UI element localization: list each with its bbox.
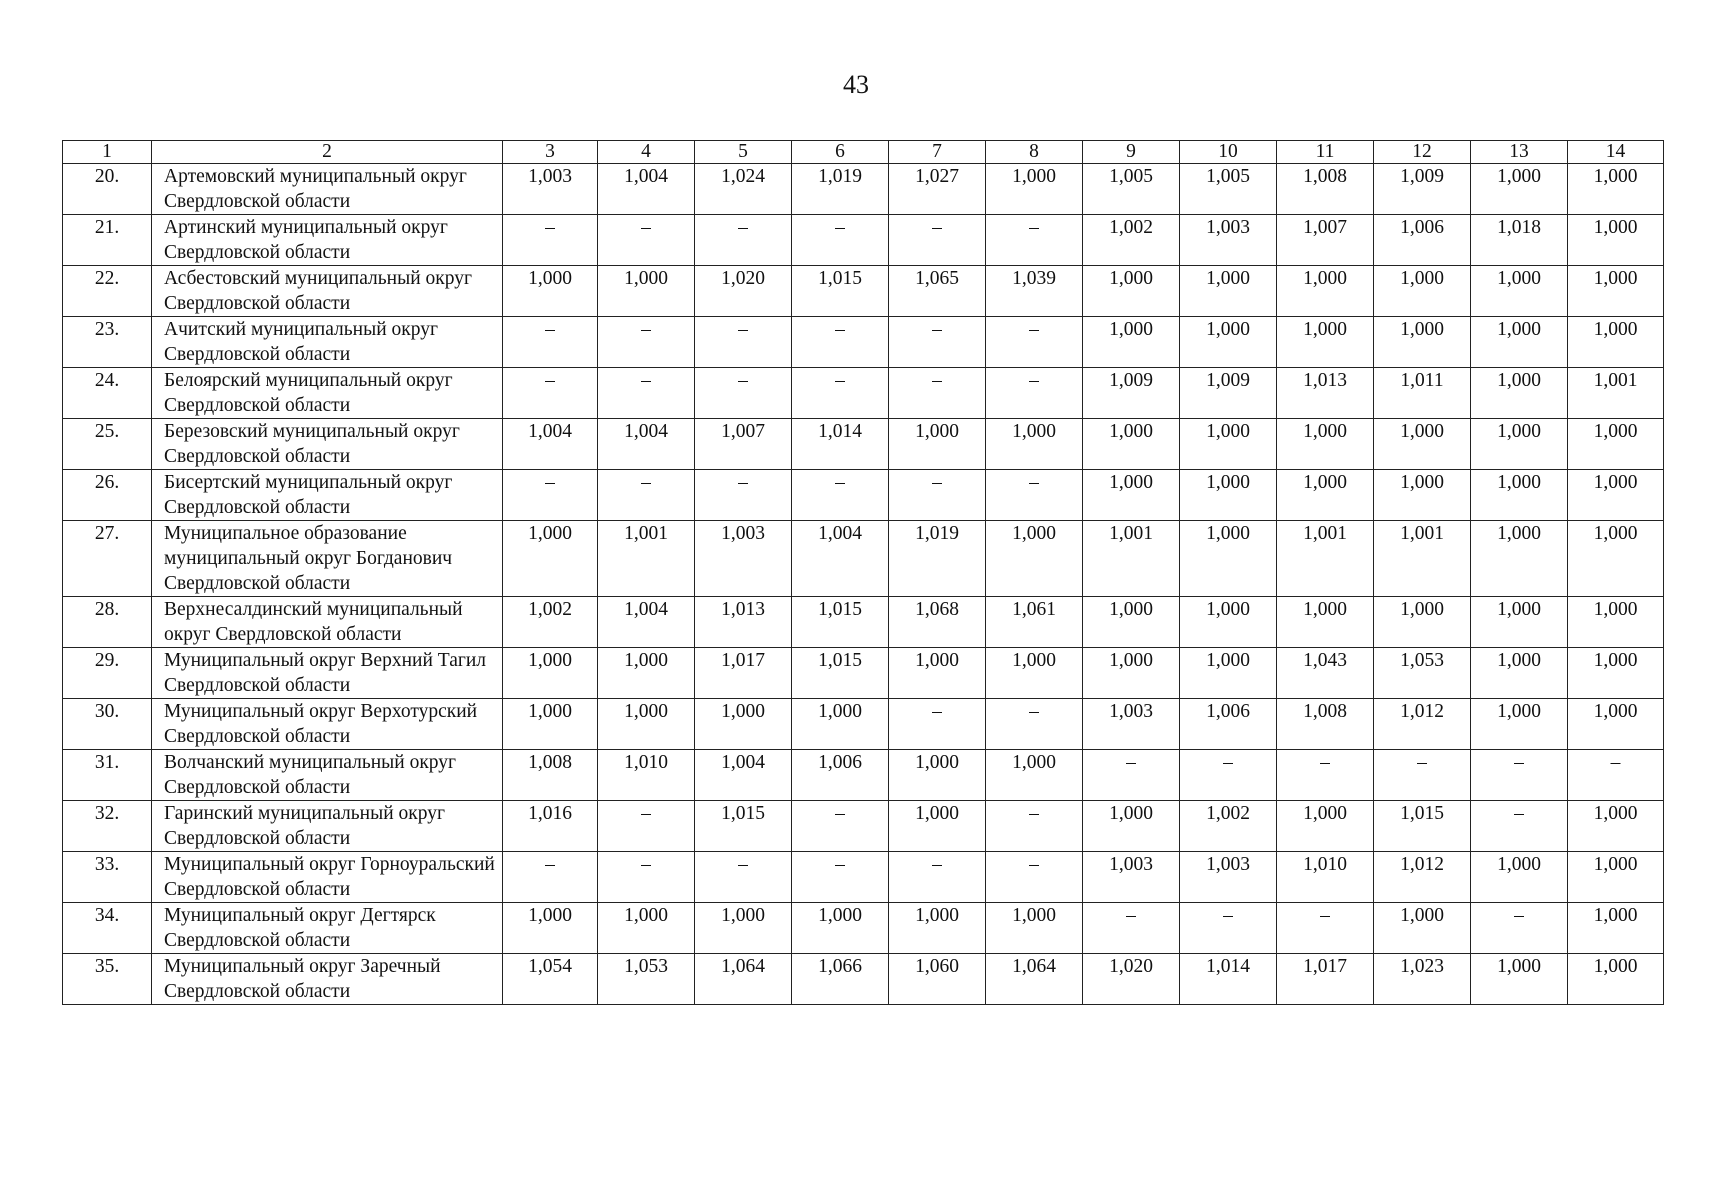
- coefficient-cell: –: [889, 699, 986, 750]
- coefficient-cell: 1,009: [1083, 368, 1180, 419]
- coefficient-cell: 1,068: [889, 597, 986, 648]
- coefficient-cell: –: [986, 852, 1083, 903]
- coefficient-cell: –: [792, 470, 889, 521]
- coefficient-cell: 1,003: [1083, 699, 1180, 750]
- coefficient-cell: 1,000: [1374, 470, 1471, 521]
- coefficient-cell: 1,000: [1568, 954, 1664, 1005]
- coefficient-cell: 1,061: [986, 597, 1083, 648]
- table-row: [63, 699, 1664, 750]
- coefficient-cell: 1,001: [1374, 521, 1471, 597]
- coefficient-cell: –: [695, 215, 792, 266]
- coefficient-cell: 1,000: [695, 699, 792, 750]
- coefficient-cell: 1,000: [986, 750, 1083, 801]
- coefficient-cell: 1,013: [1277, 368, 1374, 419]
- municipality-name: Березовский муниципальный округ Свердловской области: [152, 419, 503, 470]
- row-number: 26.: [63, 470, 152, 521]
- coefficient-cell: 1,000: [1568, 852, 1664, 903]
- coefficient-cell: 1,000: [1471, 648, 1568, 699]
- coefficient-cell: 1,000: [889, 419, 986, 470]
- coefficient-cell: 1,008: [1277, 699, 1374, 750]
- coefficient-cell: 1,000: [1568, 266, 1664, 317]
- coefficient-cell: 1,000: [1083, 597, 1180, 648]
- coefficient-cell: –: [695, 852, 792, 903]
- coefficient-cell: 1,006: [1374, 215, 1471, 266]
- coefficient-cell: 1,000: [1471, 521, 1568, 597]
- coefficient-cell: –: [598, 801, 695, 852]
- table-row: [63, 368, 1664, 419]
- coefficient-cell: –: [792, 317, 889, 368]
- coefficient-cell: 1,004: [598, 597, 695, 648]
- coefficient-cell: 1,004: [598, 164, 695, 215]
- coefficient-cell: –: [598, 852, 695, 903]
- coefficient-cell: 1,000: [1568, 648, 1664, 699]
- coefficient-cell: 1,000: [889, 903, 986, 954]
- row-number: 31.: [63, 750, 152, 801]
- municipality-name: Волчанский муниципальный округ Свердловской области: [152, 750, 503, 801]
- coefficient-cell: 1,000: [1568, 801, 1664, 852]
- coefficient-cell: 1,000: [986, 648, 1083, 699]
- coefficient-cell: –: [1374, 750, 1471, 801]
- coefficient-cell: –: [1471, 903, 1568, 954]
- table-row: [63, 597, 1664, 648]
- coefficient-cell: 1,000: [695, 903, 792, 954]
- coefficient-cell: 1,000: [1568, 215, 1664, 266]
- coefficient-cell: 1,000: [503, 266, 598, 317]
- row-number: 24.: [63, 368, 152, 419]
- coefficient-cell: 1,053: [1374, 648, 1471, 699]
- coefficient-cell: 1,014: [1180, 954, 1277, 1005]
- coefficient-cell: –: [1180, 903, 1277, 954]
- coefficient-cell: –: [695, 368, 792, 419]
- table-row: [63, 317, 1664, 368]
- row-number: 29.: [63, 648, 152, 699]
- coefficient-cell: 1,020: [1083, 954, 1180, 1005]
- coefficient-cell: 1,017: [695, 648, 792, 699]
- coefficient-cell: 1,000: [1568, 521, 1664, 597]
- column-header-10: 10: [1180, 141, 1277, 164]
- row-number: 25.: [63, 419, 152, 470]
- coefficient-cell: –: [986, 470, 1083, 521]
- coefficient-cell: 1,015: [792, 266, 889, 317]
- coefficient-cell: 1,000: [1568, 597, 1664, 648]
- coefficient-cell: –: [1180, 750, 1277, 801]
- coefficient-cell: –: [598, 317, 695, 368]
- coefficient-cell: 1,000: [1568, 699, 1664, 750]
- header-row: [63, 141, 1664, 164]
- coefficient-cell: 1,000: [986, 903, 1083, 954]
- coefficient-cell: 1,000: [1083, 317, 1180, 368]
- municipality-name: Муниципальный округ Горноуральский Свердловской области: [152, 852, 503, 903]
- coefficient-cell: 1,000: [1568, 470, 1664, 521]
- coefficient-cell: 1,000: [792, 903, 889, 954]
- coefficient-cell: 1,007: [1277, 215, 1374, 266]
- municipality-name: Ачитский муниципальный округ Свердловской области: [152, 317, 503, 368]
- row-number: 28.: [63, 597, 152, 648]
- coefficient-cell: 1,000: [889, 801, 986, 852]
- coefficient-cell: 1,005: [1083, 164, 1180, 215]
- coefficient-cell: 1,002: [1083, 215, 1180, 266]
- municipality-name: Асбестовский муниципальный округ Свердловской области: [152, 266, 503, 317]
- coefficient-cell: 1,000: [1471, 597, 1568, 648]
- coefficient-cell: 1,000: [503, 903, 598, 954]
- coefficient-cell: 1,000: [1277, 470, 1374, 521]
- coefficient-cell: 1,000: [1374, 266, 1471, 317]
- coefficient-cell: 1,000: [1277, 419, 1374, 470]
- coefficient-cell: –: [986, 699, 1083, 750]
- coefficient-cell: 1,008: [503, 750, 598, 801]
- coefficient-cell: 1,023: [1374, 954, 1471, 1005]
- coefficient-cell: 1,000: [1083, 419, 1180, 470]
- column-header-2: 2: [152, 141, 503, 164]
- table-row: [63, 801, 1664, 852]
- table-body: [63, 164, 1664, 1005]
- coefficient-cell: 1,006: [792, 750, 889, 801]
- coefficient-cell: 1,003: [695, 521, 792, 597]
- row-number: 23.: [63, 317, 152, 368]
- coefficient-cell: 1,000: [503, 699, 598, 750]
- coefficient-cell: 1,000: [1471, 470, 1568, 521]
- column-header-6: 6: [792, 141, 889, 164]
- coefficient-cell: 1,000: [598, 648, 695, 699]
- coefficient-cell: 1,019: [889, 521, 986, 597]
- coefficient-cell: –: [986, 368, 1083, 419]
- coefficient-cell: 1,019: [792, 164, 889, 215]
- coefficient-cell: 1,000: [1568, 419, 1664, 470]
- coefficient-cell: 1,003: [1083, 852, 1180, 903]
- municipality-name: Гаринский муниципальный округ Свердловской области: [152, 801, 503, 852]
- coefficient-cell: 1,018: [1471, 215, 1568, 266]
- coefficient-cell: –: [503, 215, 598, 266]
- coefficient-cell: –: [986, 317, 1083, 368]
- municipality-name: Муниципальный округ Верхотурский Свердловской области: [152, 699, 503, 750]
- coefficient-cell: 1,000: [986, 521, 1083, 597]
- coefficient-cell: 1,000: [1471, 368, 1568, 419]
- municipality-name: Артинский муниципальный округ Свердловской области: [152, 215, 503, 266]
- table-row: [63, 470, 1664, 521]
- coefficient-cell: 1,000: [1277, 597, 1374, 648]
- coefficient-cell: –: [1471, 801, 1568, 852]
- coefficient-cell: 1,003: [1180, 852, 1277, 903]
- coefficient-cell: –: [1471, 750, 1568, 801]
- coefficient-cell: 1,008: [1277, 164, 1374, 215]
- coefficient-cell: –: [1277, 750, 1374, 801]
- coefficient-cell: –: [889, 215, 986, 266]
- coefficient-cell: 1,015: [792, 597, 889, 648]
- coefficient-cell: 1,065: [889, 266, 986, 317]
- coefficient-cell: 1,016: [503, 801, 598, 852]
- coefficient-cell: 1,000: [1083, 470, 1180, 521]
- coefficient-cell: 1,000: [1180, 470, 1277, 521]
- coefficient-cell: 1,015: [695, 801, 792, 852]
- column-header-13: 13: [1471, 141, 1568, 164]
- coefficient-cell: –: [986, 215, 1083, 266]
- coefficient-cell: 1,017: [1277, 954, 1374, 1005]
- coefficient-cell: –: [889, 368, 986, 419]
- row-number: 35.: [63, 954, 152, 1005]
- table-row: [63, 521, 1664, 597]
- coefficient-cell: 1,000: [792, 699, 889, 750]
- coefficient-cell: 1,039: [986, 266, 1083, 317]
- municipality-name: Муниципальный округ Дегтярск Свердловской области: [152, 903, 503, 954]
- row-number: 27.: [63, 521, 152, 597]
- table-row: [63, 903, 1664, 954]
- coefficient-cell: 1,014: [792, 419, 889, 470]
- coefficient-cell: 1,000: [1568, 164, 1664, 215]
- coefficient-cell: 1,000: [1471, 699, 1568, 750]
- coefficient-cell: –: [695, 470, 792, 521]
- column-header-9: 9: [1083, 141, 1180, 164]
- coefficient-cell: 1,000: [1180, 419, 1277, 470]
- coefficient-cell: –: [598, 368, 695, 419]
- coefficient-cell: 1,000: [1180, 266, 1277, 317]
- coefficient-cell: 1,001: [1277, 521, 1374, 597]
- municipality-name: Верхнесалдинский муниципальный округ Свердловской области: [152, 597, 503, 648]
- coefficient-cell: 1,000: [1277, 801, 1374, 852]
- coefficient-cell: 1,011: [1374, 368, 1471, 419]
- coefficient-cell: 1,000: [1180, 597, 1277, 648]
- coefficient-cell: 1,066: [792, 954, 889, 1005]
- column-header-4: 4: [598, 141, 695, 164]
- coefficient-cell: 1,000: [1471, 419, 1568, 470]
- coefficient-cell: 1,000: [1277, 317, 1374, 368]
- coefficient-cell: 1,000: [598, 266, 695, 317]
- coefficient-cell: 1,004: [503, 419, 598, 470]
- coefficient-cell: –: [503, 470, 598, 521]
- coefficient-cell: –: [792, 368, 889, 419]
- coefficient-cell: 1,010: [1277, 852, 1374, 903]
- coefficient-cell: –: [503, 368, 598, 419]
- coefficient-cell: 1,000: [598, 699, 695, 750]
- coefficient-cell: 1,012: [1374, 699, 1471, 750]
- coefficient-cell: 1,012: [1374, 852, 1471, 903]
- row-number: 33.: [63, 852, 152, 903]
- coefficient-cell: –: [695, 317, 792, 368]
- coefficient-cell: 1,000: [1471, 266, 1568, 317]
- coefficient-cell: 1,000: [1471, 852, 1568, 903]
- coefficient-cell: 1,027: [889, 164, 986, 215]
- coefficient-cell: –: [986, 801, 1083, 852]
- column-header-14: 14: [1568, 141, 1664, 164]
- row-number: 30.: [63, 699, 152, 750]
- municipality-name: Артемовский муниципальный округ Свердловской области: [152, 164, 503, 215]
- coefficient-cell: 1,000: [503, 521, 598, 597]
- coefficient-cell: –: [598, 215, 695, 266]
- coefficient-cell: –: [1083, 750, 1180, 801]
- coefficient-cell: 1,000: [598, 903, 695, 954]
- coefficient-cell: –: [889, 470, 986, 521]
- column-header-11: 11: [1277, 141, 1374, 164]
- coefficient-cell: –: [792, 801, 889, 852]
- coefficient-cell: 1,064: [695, 954, 792, 1005]
- municipality-name: Бисертский муниципальный округ Свердловской области: [152, 470, 503, 521]
- coefficient-cell: 1,010: [598, 750, 695, 801]
- coefficient-cell: 1,000: [1471, 317, 1568, 368]
- coefficient-cell: 1,000: [1374, 597, 1471, 648]
- row-number: 22.: [63, 266, 152, 317]
- row-number: 21.: [63, 215, 152, 266]
- table-row: [63, 648, 1664, 699]
- column-header-12: 12: [1374, 141, 1471, 164]
- table-row: [63, 852, 1664, 903]
- coefficient-cell: 1,000: [1180, 317, 1277, 368]
- page-number: 43: [843, 70, 869, 99]
- table-row: [63, 164, 1664, 215]
- coefficient-cell: 1,001: [1083, 521, 1180, 597]
- coefficient-cell: 1,000: [1277, 266, 1374, 317]
- coefficient-cell: 1,053: [598, 954, 695, 1005]
- coefficient-cell: 1,000: [1568, 317, 1664, 368]
- table-row: [63, 266, 1664, 317]
- municipality-name: Муниципальное образование муниципальный округ Богданович Свердловской области: [152, 521, 503, 597]
- coefficient-cell: –: [792, 215, 889, 266]
- column-header-3: 3: [503, 141, 598, 164]
- column-header-5: 5: [695, 141, 792, 164]
- coefficient-cell: 1,000: [1083, 801, 1180, 852]
- coefficient-cell: 1,005: [1180, 164, 1277, 215]
- table-row: [63, 419, 1664, 470]
- municipality-name: Муниципальный округ Заречный Свердловской области: [152, 954, 503, 1005]
- coefficient-cell: 1,024: [695, 164, 792, 215]
- coefficient-cell: 1,004: [792, 521, 889, 597]
- coefficient-cell: 1,015: [1374, 801, 1471, 852]
- coefficient-cell: 1,004: [598, 419, 695, 470]
- coefficient-cell: 1,001: [598, 521, 695, 597]
- coefficient-cell: –: [598, 470, 695, 521]
- coefficient-cell: 1,000: [889, 750, 986, 801]
- municipality-name: Муниципальный округ Верхний Тагил Свердловской области: [152, 648, 503, 699]
- column-header-8: 8: [986, 141, 1083, 164]
- coefficients-table: [62, 140, 1664, 1005]
- coefficient-cell: 1,043: [1277, 648, 1374, 699]
- column-header-1: 1: [63, 141, 152, 164]
- column-header-7: 7: [889, 141, 986, 164]
- coefficient-cell: 1,004: [695, 750, 792, 801]
- coefficient-cell: 1,003: [1180, 215, 1277, 266]
- table-row: [63, 954, 1664, 1005]
- table-header: [63, 141, 1664, 164]
- coefficient-cell: 1,064: [986, 954, 1083, 1005]
- municipality-name: Белоярский муниципальный округ Свердловской области: [152, 368, 503, 419]
- row-number: 32.: [63, 801, 152, 852]
- coefficient-cell: 1,000: [986, 164, 1083, 215]
- coefficient-cell: 1,000: [1180, 648, 1277, 699]
- coefficient-cell: –: [1083, 903, 1180, 954]
- coefficient-cell: 1,000: [503, 648, 598, 699]
- coefficient-cell: 1,000: [986, 419, 1083, 470]
- coefficient-cell: 1,007: [695, 419, 792, 470]
- coefficient-cell: 1,000: [1374, 317, 1471, 368]
- coefficient-cell: 1,000: [889, 648, 986, 699]
- row-number: 34.: [63, 903, 152, 954]
- coefficient-cell: –: [889, 852, 986, 903]
- coefficient-cell: 1,003: [503, 164, 598, 215]
- coefficient-cell: 1,009: [1374, 164, 1471, 215]
- coefficient-cell: 1,000: [1180, 521, 1277, 597]
- coefficient-cell: 1,002: [1180, 801, 1277, 852]
- coefficient-cell: –: [889, 317, 986, 368]
- coefficient-cell: 1,054: [503, 954, 598, 1005]
- coefficient-cell: 1,060: [889, 954, 986, 1005]
- coefficient-cell: 1,020: [695, 266, 792, 317]
- coefficient-cell: 1,000: [1374, 419, 1471, 470]
- table-row: [63, 750, 1664, 801]
- coefficient-cell: 1,000: [1083, 266, 1180, 317]
- coefficient-cell: –: [792, 852, 889, 903]
- coefficient-cell: –: [503, 852, 598, 903]
- coefficient-cell: 1,000: [1471, 954, 1568, 1005]
- coefficient-cell: 1,015: [792, 648, 889, 699]
- coefficient-cell: 1,006: [1180, 699, 1277, 750]
- coefficient-cell: 1,009: [1180, 368, 1277, 419]
- row-number: 20.: [63, 164, 152, 215]
- coefficient-cell: 1,000: [1374, 903, 1471, 954]
- coefficient-cell: 1,000: [1568, 903, 1664, 954]
- coefficient-cell: –: [503, 317, 598, 368]
- coefficient-cell: 1,000: [1471, 164, 1568, 215]
- table-row: [63, 215, 1664, 266]
- coefficient-cell: –: [1568, 750, 1664, 801]
- coefficient-cell: 1,013: [695, 597, 792, 648]
- coefficient-cell: 1,002: [503, 597, 598, 648]
- coefficient-cell: –: [1277, 903, 1374, 954]
- coefficient-cell: 1,001: [1568, 368, 1664, 419]
- coefficient-cell: 1,000: [1083, 648, 1180, 699]
